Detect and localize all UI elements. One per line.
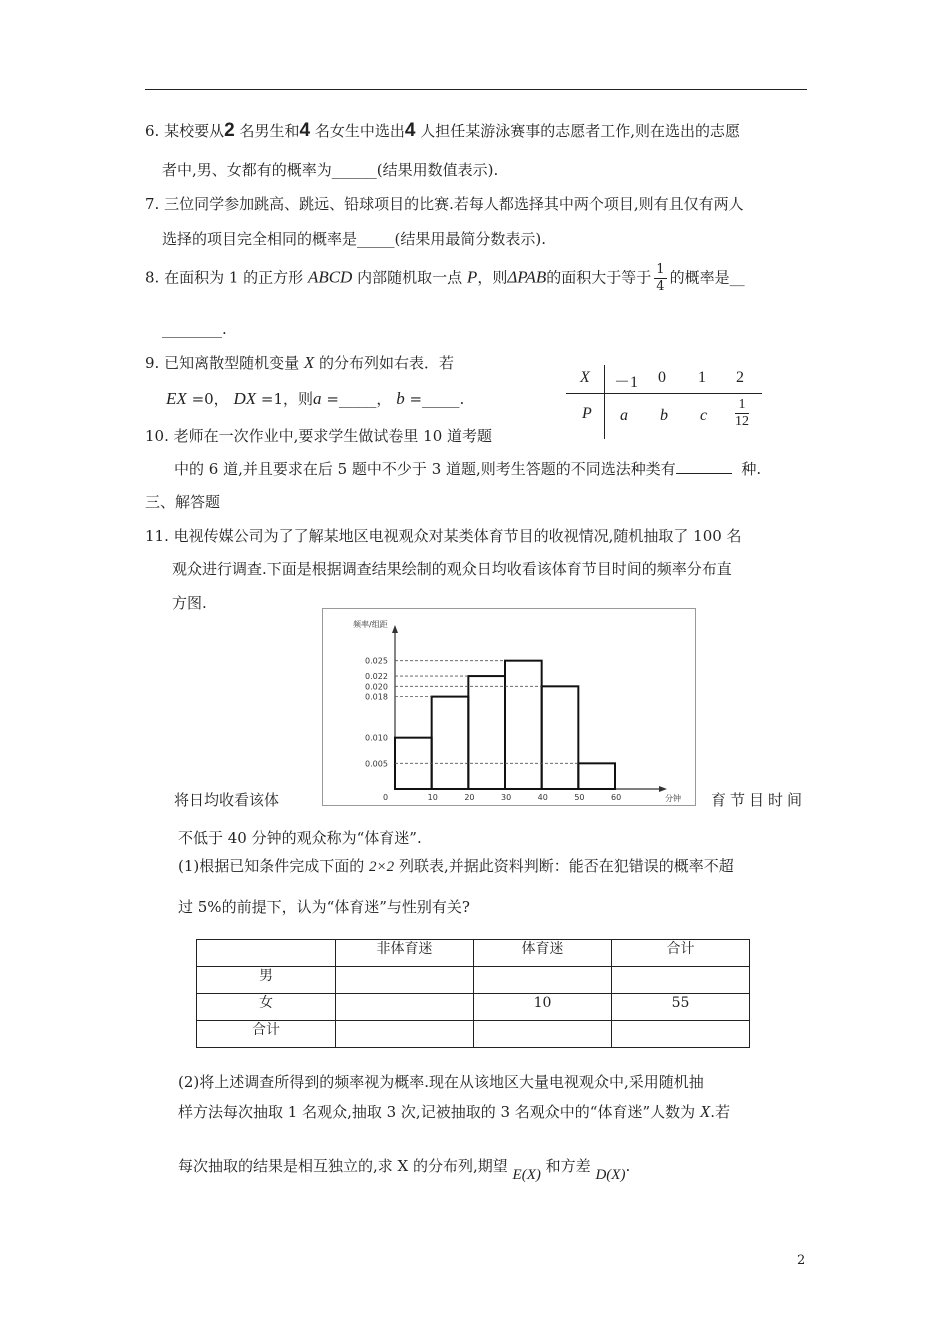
table-header-row [197,940,750,967]
dist-p-value: b [660,407,668,424]
q11-line2: 观众进行调查.下面是根据调查结果绘制的观众日均收看该体育节目时间的频率分布直 [172,560,732,578]
table-cell [612,967,750,994]
table-row [197,967,750,994]
q11-right-text: 育节目时间 [711,791,807,809]
y-tick-label: 0.010 [365,733,388,743]
page-number: 2 [797,1253,806,1268]
table-cell [336,967,474,994]
q7-line1: 7. 三位同学参加跳高、跳远、铅球项目的比赛.若每人都选择其中两个项目,则有且仅有两人 [145,195,744,213]
y-tick-label: 0.025 [365,656,388,666]
table-cell [612,1021,750,1048]
x-tick-label: 30 [501,793,512,802]
table-cell [336,1021,474,1048]
y-axis-label: 频率/组距 [353,620,388,629]
x-axis-arrow [659,786,667,792]
dist-p-head: P [582,405,592,422]
table-cell: 男 [197,967,336,994]
dist-p-value: c [700,407,708,424]
histogram-bar [468,676,505,789]
x-tick-label: 10 [427,793,438,802]
y-tick-label: 0.005 [365,759,388,769]
q11-left-text: 将日均收看该体 [174,791,280,809]
x-tick-label: 60 [611,793,622,802]
x-tick-label: 40 [537,793,548,802]
x-tick-label: 0 [383,793,389,802]
table-cell [197,940,336,967]
table-cell [336,994,474,1021]
table-cell: 10 [474,994,612,1021]
q11-line3: 方图. [172,594,207,612]
histogram-bar [542,686,579,789]
table-cell: 女 [197,994,336,1021]
q10-line1: 10. 老师在一次作业中,要求学生做试卷里 10 道考题 [145,427,493,445]
table-cell [474,967,612,994]
q9-line1: 9. 已知离散型随机变量 X 的分布列如右表．若 [145,353,455,372]
dist-x-value: 0 [658,369,666,386]
contingency-table [196,939,750,1048]
q9-line2: EX =0， DX =1，则a =_____， b =_____. [166,389,465,408]
header-rule [145,89,807,90]
y-tick-label: 0.018 [365,692,388,702]
x-axis-label: 分钟 [665,794,681,803]
table-cell: 55 [612,994,750,1021]
x-tick-label: 50 [574,793,585,802]
dist-p-fraction: $\frac{1}{12}$ [735,397,749,429]
q11-part2-line2: 样方法每次抽取 1 名观众,抽取 3 次,记被抽取的 3 名观众中的“体育迷”人数为 X.若 [178,1102,731,1121]
dist-p-value: a [620,407,628,424]
q8-line2: ________. [162,320,227,338]
histogram-svg [323,609,695,805]
table-row [197,1021,750,1048]
q11-part1-line2: 过 5%的前提下，认为“体育迷”与性别有关? [178,898,470,916]
q8-line1: 8. 在面积为 1 的正方形 ABCD 内部随机取一点 P，则ΔPAB的面积大于等于 $\frac{1}{4}$ 的概率是__ [145,262,745,294]
section-heading: 三、解答题 [145,493,221,511]
table-cell: 非体育迷 [336,940,474,967]
histogram-bar [505,661,542,789]
frequency-histogram [322,608,696,806]
q10-line2: 中的 6 道,并且要求在后 5 题中不少于 3 道题,则考生答题的不同选法种类有 种. [174,460,762,478]
q11-part2-line3: 每次抽取的结果是相互独立的,求 X 的分布列,期望 E(X) 和方差 D(X). [178,1157,631,1183]
q11-part1: (1)根据已知条件完成下面的 2×2 列联表,并据此资料判断：能否在犯错误的概率不超 [178,857,734,875]
dist-x-value: 2 [736,369,744,386]
q11-line1: 11. 电视传媒公司为了了解某地区电视观众对某类体育节目的收视情况,随机抽取了 100 名 [145,527,742,545]
q7-line2: 选择的项目完全相同的概率是_____(结果用最简分数表示). [162,230,546,248]
fraction-one-quarter: $\frac{1}{4}$ [656,262,665,294]
table-cell: 合计 [197,1021,336,1048]
q11-line5: 不低于 40 分钟的观众称为“体育迷”. [178,829,422,847]
y-tick-label: 0.022 [365,672,388,682]
q11-part2: (2)将上述调查所得到的频率视为概率.现在从该地区大量电视观众中,采用随机抽 [178,1073,704,1091]
table-row [197,994,750,1021]
histogram-bar [432,697,469,789]
dist-x-head: X [580,369,590,386]
distribution-table [566,363,766,441]
histogram-bar [578,763,615,789]
table-cell: 合计 [612,940,750,967]
q6-line2: 者中,男、女都有的概率为______(结果用数值表示). [162,161,499,179]
y-axis-arrow [392,625,398,633]
q6-line1: 6. 某校要从2 名男生和4 名女生中选出4 人担任某游泳赛事的志愿者工作,则在选出的志愿 [145,120,740,141]
table-cell [474,1021,612,1048]
dist-x-value: 1 [698,369,706,386]
table-cell: 体育迷 [474,940,612,967]
x-tick-label: 20 [464,793,475,802]
y-tick-label: 0.020 [365,682,388,692]
dist-x-value: －1 [614,374,639,391]
